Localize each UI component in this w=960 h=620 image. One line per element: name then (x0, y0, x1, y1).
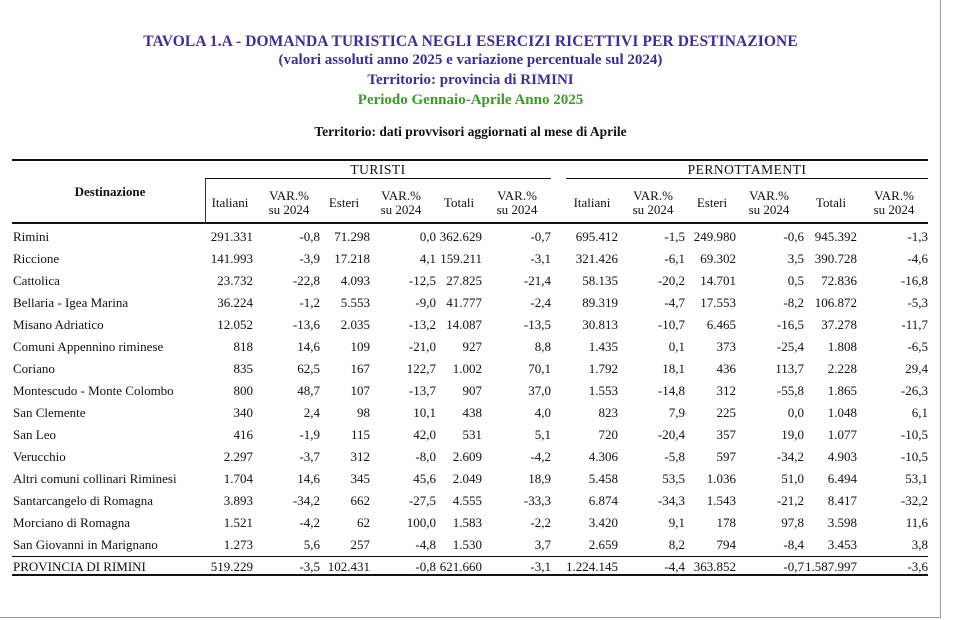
table-cell: 4,0 (534, 405, 551, 420)
destination-name: San Giovanni in Marignano (13, 537, 158, 552)
table-cell: 1.553 (588, 383, 618, 398)
table-cell: -9,0 (415, 295, 436, 310)
destination-name: Misano Adriatico (13, 317, 104, 332)
table-cell: 3.420 (588, 515, 618, 530)
table-cell: 69.302 (700, 251, 736, 266)
table-cell: 6.494 (827, 471, 857, 486)
table-cell: -14,8 (657, 383, 685, 398)
table-cell: -27,5 (408, 493, 436, 508)
table-cell: -1,9 (299, 427, 320, 442)
table-cell: -1,3 (907, 229, 928, 244)
table-cell: -55,8 (776, 383, 804, 398)
table-cell: -3,7 (299, 449, 320, 464)
table-cell: -3,1 (530, 559, 551, 574)
table-cell: 141.993 (210, 251, 253, 266)
table-cell: 1.583 (452, 515, 482, 530)
table-cell: 695.412 (575, 229, 618, 244)
table-cell: -10,5 (900, 427, 928, 442)
table-cell: -0,7 (783, 559, 804, 574)
col-header-var: VAR.% su 2024 (496, 188, 538, 217)
table-cell: 927 (462, 339, 482, 354)
table-cell: 1.704 (223, 471, 253, 486)
table-cell: 3.453 (827, 537, 857, 552)
table-cell: 362.629 (439, 229, 482, 244)
table-cell: 1.002 (452, 361, 482, 376)
table-cell: -13,5 (523, 317, 551, 332)
table-cell: 10,1 (413, 405, 436, 420)
table-cell: 1.521 (223, 515, 253, 530)
turisti-underline (205, 178, 551, 179)
table-cell: 4.306 (588, 449, 618, 464)
table-cell: 113,7 (775, 361, 804, 376)
table-cell: 18,9 (528, 471, 551, 486)
col-header-totali: Totali (443, 195, 475, 210)
table-cell: 0,0 (419, 229, 436, 244)
col-header-esteri: Esteri (696, 195, 728, 210)
table-row (12, 313, 932, 335)
table-cell: -22,8 (292, 273, 320, 288)
table-cell: -4,8 (415, 537, 436, 552)
col-header-var: VAR.% su 2024 (748, 188, 790, 217)
table-cell: 3,7 (534, 537, 551, 552)
table-cell: 41.777 (446, 295, 482, 310)
table-cell: 4,1 (419, 251, 436, 266)
table-cell: 390.728 (814, 251, 857, 266)
table-cell: 9,1 (668, 515, 685, 530)
destination-name: San Clemente (13, 405, 86, 420)
table-cell: 71.298 (334, 229, 370, 244)
table-cell: -0,8 (415, 559, 436, 574)
table-cell: 42,0 (413, 427, 436, 442)
table-cell: -20,2 (657, 273, 685, 288)
table-top-rule (12, 159, 928, 161)
table-cell: 1.036 (706, 471, 736, 486)
table-cell: 58.135 (582, 273, 618, 288)
destination-name: Comuni Appennino riminese (13, 339, 164, 354)
table-cell: 1.543 (706, 493, 736, 508)
col-header-destinazione: Destinazione (74, 184, 146, 199)
table-cell: 18,1 (662, 361, 685, 376)
table-cell: 36.224 (217, 295, 253, 310)
table-cell: 106.872 (814, 295, 857, 310)
table-cell: -0,8 (299, 229, 320, 244)
table-cell: 519.229 (210, 559, 253, 574)
table-cell: 37.278 (821, 317, 857, 332)
table-cell: -34,2 (776, 449, 804, 464)
table-cell: 109 (350, 339, 370, 354)
table-cell: -21,2 (776, 493, 804, 508)
table-cell: 818 (233, 339, 253, 354)
col-header-var: VAR.% su 2024 (380, 188, 422, 217)
table-cell: 1.865 (827, 383, 857, 398)
destination-name: PROVINCIA DI RIMINI (13, 559, 146, 574)
table-cell: 4.903 (827, 449, 857, 464)
table-row (12, 357, 932, 379)
destination-name: Bellaria - Igea Marina (13, 295, 129, 310)
col-header-var: VAR.% su 2024 (268, 188, 310, 217)
destination-name: Verucchio (13, 449, 66, 464)
table-total-row (12, 555, 932, 577)
table-cell: 340 (233, 405, 253, 420)
table-cell: -8,2 (783, 295, 804, 310)
table-cell: -12,5 (408, 273, 436, 288)
table-cell: 23.732 (217, 273, 253, 288)
table-cell: 0,1 (668, 339, 685, 354)
table-cell: -20,4 (657, 427, 685, 442)
table-cell: 14,6 (297, 471, 320, 486)
table-cell: 45,6 (413, 471, 436, 486)
table-cell: 1.792 (588, 361, 618, 376)
table-cell: 17.218 (334, 251, 370, 266)
table-cell: 363.852 (693, 559, 736, 574)
table-cell: -1,5 (664, 229, 685, 244)
table-cell: 621.660 (439, 559, 482, 574)
table-row (12, 445, 932, 467)
table-cell: 4.093 (340, 273, 370, 288)
table-cell: 7,9 (668, 405, 685, 420)
table-cell: 2.049 (452, 471, 482, 486)
table-cell: 1.224.145 (566, 559, 618, 574)
table-cell: 1.587.997 (805, 559, 857, 574)
table-cell: 373 (716, 339, 736, 354)
table-cell: 115 (350, 427, 370, 442)
table-title: TAVOLA 1.A - DOMANDA TURISTICA NEGLI ESERCIZI RICETTIVI PER DESTINAZIONE (143, 33, 798, 50)
table-cell: -0,6 (783, 229, 804, 244)
table-cell: 3.598 (827, 515, 857, 530)
table-cell: 62,5 (297, 361, 320, 376)
table-cell: 19,0 (781, 427, 804, 442)
table-cell: 51,0 (781, 471, 804, 486)
table-cell: 2,4 (303, 405, 320, 420)
table-cell: 6,1 (911, 405, 928, 420)
table-row (12, 247, 932, 269)
table-cell: 102.431 (327, 559, 370, 574)
table-cell: 62 (357, 515, 370, 530)
pernottamenti-underline (566, 178, 928, 179)
table-cell: 89.319 (582, 295, 618, 310)
table-cell: 0,0 (787, 405, 804, 420)
table-cell: 312 (716, 383, 736, 398)
table-cell: 800 (233, 383, 253, 398)
table-cell: 178 (716, 515, 736, 530)
table-cell: 4.555 (452, 493, 482, 508)
table-cell: 29,4 (905, 361, 928, 376)
table-cell: 662 (350, 493, 370, 508)
table-cell: 907 (462, 383, 482, 398)
table-subtitle: (valori assoluti anno 2025 e variazione percentuale sul 2024) (278, 52, 663, 68)
table-cell: -6,1 (664, 251, 685, 266)
table-row (12, 291, 932, 313)
table-cell: -13,2 (408, 317, 436, 332)
col-header-totali: Totali (815, 195, 847, 210)
table-cell: 835 (233, 361, 253, 376)
table-cell: 357 (716, 427, 736, 442)
territory-label: Territorio: provincia di RIMINI (367, 72, 574, 88)
table-cell: 2.609 (452, 449, 482, 464)
table-row (12, 401, 932, 423)
table-cell: 3.893 (223, 493, 253, 508)
table-cell: 1.435 (588, 339, 618, 354)
table-cell: 531 (462, 427, 482, 442)
table-cell: -21,4 (523, 273, 551, 288)
table-cell: 345 (350, 471, 370, 486)
table-cell: -3,5 (299, 559, 320, 574)
table-cell: -10,5 (900, 449, 928, 464)
table-row (12, 489, 932, 511)
table-cell: 122,7 (406, 361, 436, 376)
table-cell: 72.836 (821, 273, 857, 288)
destination-name: Altri comuni collinari Riminesi (13, 471, 177, 486)
destination-name: Rimini (13, 229, 50, 244)
table-cell: 159.211 (440, 251, 482, 266)
group-header-turisti: TURISTI (350, 162, 406, 177)
table-cell: 27.825 (446, 273, 482, 288)
table-cell: 249.980 (693, 229, 736, 244)
table-cell: -13,6 (292, 317, 320, 332)
table-cell: -8,0 (415, 449, 436, 464)
table-cell: 8.417 (827, 493, 857, 508)
destination-name: Cattolica (13, 273, 60, 288)
table-cell: 823 (598, 405, 618, 420)
table-cell: -1,2 (299, 295, 320, 310)
data-note: Territorio: dati provvisori aggiornati al mese di Aprile (314, 124, 627, 139)
table-cell: 97,8 (781, 515, 804, 530)
table-cell: 794 (716, 537, 736, 552)
table-cell: 14.701 (700, 273, 736, 288)
table-cell: 53,5 (662, 471, 685, 486)
table-cell: 30.813 (582, 317, 618, 332)
table-cell: 257 (350, 537, 370, 552)
table-cell: 2.228 (827, 361, 857, 376)
table-cell: -4,7 (664, 295, 685, 310)
table-cell: 11,6 (905, 515, 928, 530)
table-cell: -16,8 (900, 273, 928, 288)
table-cell: 14,6 (297, 339, 320, 354)
header-bottom-rule (12, 222, 928, 224)
table-cell: -2,2 (530, 515, 551, 530)
table-cell: 37,0 (528, 383, 551, 398)
table-cell: 438 (462, 405, 482, 420)
table-cell: 1.530 (452, 537, 482, 552)
table-cell: 17.553 (700, 295, 736, 310)
table-cell: 2.035 (340, 317, 370, 332)
table-cell: 945.392 (814, 229, 857, 244)
table-row (12, 533, 932, 555)
table-cell: 98 (357, 405, 370, 420)
table-cell: -5,3 (907, 295, 928, 310)
table-row (12, 269, 932, 291)
col-header-italiani: Italiani (573, 195, 611, 210)
table-cell: 12.052 (217, 317, 253, 332)
table-cell: 416 (233, 427, 253, 442)
table-cell: -13,7 (408, 383, 436, 398)
table-cell: 321.426 (575, 251, 618, 266)
table-cell: 70,1 (528, 361, 551, 376)
table-cell: 312 (350, 449, 370, 464)
table-cell: 436 (716, 361, 736, 376)
table-cell: -3,1 (530, 251, 551, 266)
table-cell: 720 (598, 427, 618, 442)
table-cell: 1.077 (827, 427, 857, 442)
table-cell: -16,5 (776, 317, 804, 332)
table-cell: 1.808 (827, 339, 857, 354)
destination-name: San Leo (13, 427, 56, 442)
table-cell: 597 (716, 449, 736, 464)
table-cell: -0,7 (530, 229, 551, 244)
table-cell: 1.273 (223, 537, 253, 552)
table-cell: -3,9 (299, 251, 320, 266)
table-cell: -21,0 (408, 339, 436, 354)
table-cell: -10,7 (657, 317, 685, 332)
table-cell: 5,6 (303, 537, 320, 552)
table-cell: 3,5 (787, 251, 804, 266)
destination-name: Riccione (13, 251, 60, 266)
table-cell: -11,7 (901, 317, 928, 332)
table-body (12, 225, 932, 577)
table-cell: 0,5 (787, 273, 804, 288)
table-row (12, 511, 932, 533)
table-cell: 14.087 (446, 317, 482, 332)
table-cell: 6.874 (588, 493, 618, 508)
table-row (12, 467, 932, 489)
table-cell: -5,8 (664, 449, 685, 464)
table-cell: 100,0 (406, 515, 436, 530)
table-row (12, 335, 932, 357)
table-row (12, 225, 932, 247)
table-cell: -2,4 (530, 295, 551, 310)
table-cell: -8,4 (783, 537, 804, 552)
destination-name: Coriano (13, 361, 55, 376)
table-cell: -26,3 (900, 383, 928, 398)
table-cell: 5,1 (534, 427, 551, 442)
destination-name: Montescudo - Monte Colombo (13, 383, 174, 398)
col-header-italiani: Italiani (211, 195, 249, 210)
table-row (12, 379, 932, 401)
table-cell: -3,6 (907, 559, 928, 574)
table-cell: 53,1 (905, 471, 928, 486)
table-cell: -32,2 (900, 493, 928, 508)
destination-name: Morciano di Romagna (13, 515, 130, 530)
table-cell: -4,2 (299, 515, 320, 530)
table-cell: -6,5 (907, 339, 928, 354)
table-cell: 8,8 (534, 339, 551, 354)
table-cell: 5.553 (340, 295, 370, 310)
table-cell: 2.297 (223, 449, 253, 464)
table-cell: -4,4 (664, 559, 685, 574)
group-header-pernottamenti: PERNOTTAMENTI (687, 162, 807, 177)
table-cell: 2.659 (588, 537, 618, 552)
table-cell: -34,3 (657, 493, 685, 508)
table-cell: -4,6 (907, 251, 928, 266)
col-header-esteri: Esteri (328, 195, 360, 210)
table-cell: 6.465 (706, 317, 736, 332)
destination-name: Santarcangelo di Romagna (13, 493, 154, 508)
table-cell: 1.048 (827, 405, 857, 420)
table-cell: 5.458 (588, 471, 618, 486)
table-cell: 167 (350, 361, 370, 376)
table-cell: 291.331 (210, 229, 253, 244)
table-cell: 8,2 (668, 537, 685, 552)
table-cell: -34,2 (292, 493, 320, 508)
table-cell: -25,4 (776, 339, 804, 354)
table-cell: -4,2 (530, 449, 551, 464)
table-cell: 225 (716, 405, 736, 420)
col-header-var: VAR.% su 2024 (873, 188, 915, 217)
period-label: Periodo Gennaio-Aprile Anno 2025 (357, 92, 584, 108)
table-cell: -33,3 (523, 493, 551, 508)
col-header-var: VAR.% su 2024 (632, 188, 674, 217)
table-cell: 107 (350, 383, 370, 398)
table-cell: 48,7 (297, 383, 320, 398)
table-cell: 3,8 (911, 537, 928, 552)
table-row (12, 423, 932, 445)
